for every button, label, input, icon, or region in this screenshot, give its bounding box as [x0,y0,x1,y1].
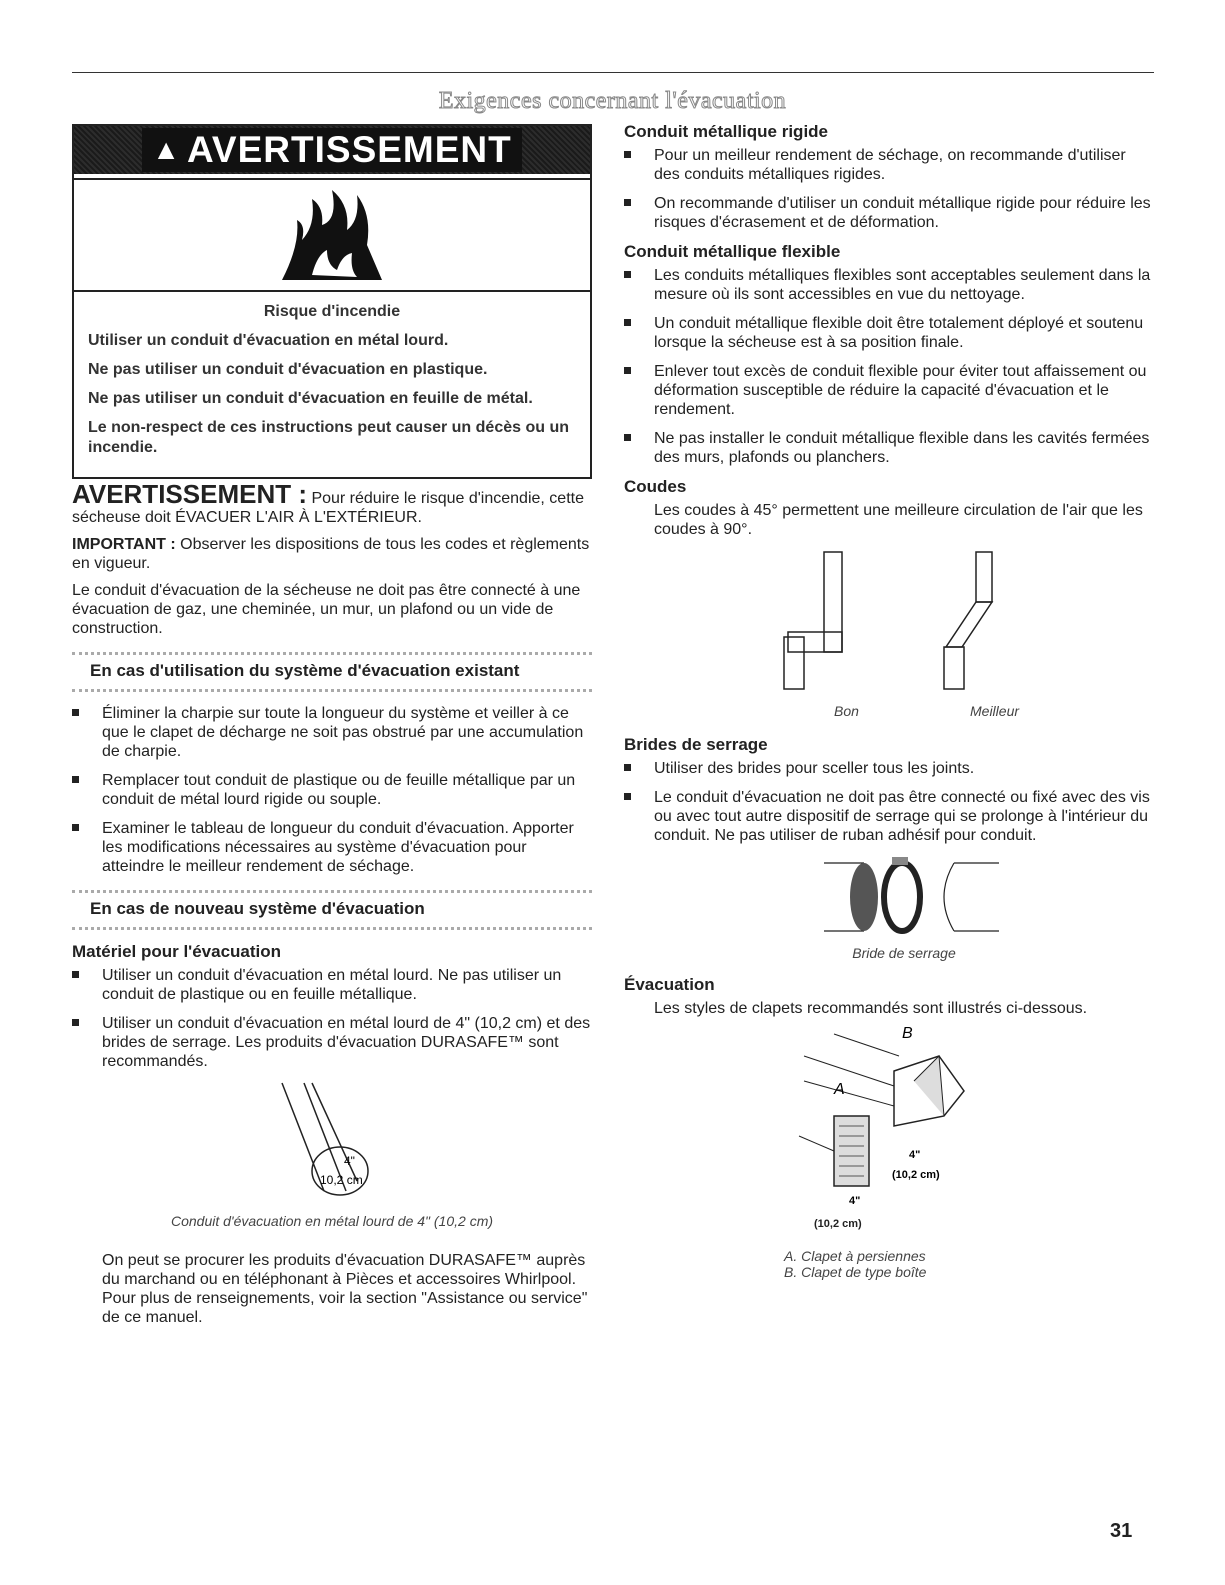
coudes-heading: Coudes [624,477,687,496]
important-label: IMPORTANT : [72,536,176,553]
list-item: Enlever tout excès de conduit flexible pour éviter tout affaissement ou déformation susceptible de réduire la capacité d'évacuation et le rendement. [624,362,1154,419]
hood-dim-louver-cm: (10,2 cm) [814,1218,862,1230]
warning-banner-text: AVERTISSEMENT [186,129,512,170]
avert-label: AVERTISSEMENT : [72,479,307,509]
hood-caption-b: B. Clapet de type boîte [784,1264,927,1280]
left-column [72,124,592,1335]
flexible-heading: Conduit métallique flexible [624,242,841,261]
hoods-illustration [794,1026,994,1216]
list-item: Les conduits métalliques flexibles sont acceptables seulement dans la mesure où ils sont accessibles en vue du nettoyage. [624,266,1154,304]
avert-paragraph [72,479,592,527]
warning-line: Utiliser un conduit d'évacuation en métal lourd. [88,332,449,349]
warning-body [74,292,590,477]
list-item: Le conduit d'évacuation ne doit pas être connecté ou fixé avec des vis ou avec tout autre dispositif de serrage qui se prolonge à l'intérieur du conduit. Ne pas utiliser de ruban adhésif pour conduit. [624,788,1154,845]
brides-list [624,759,1154,845]
duct-label-cm: 10,2 cm [320,1173,363,1187]
rigide-heading: Conduit métallique rigide [624,122,829,141]
warning-line: Ne pas utiliser un conduit d'évacuation en feuille de métal. [88,390,533,407]
elbow-45-illustration [936,547,1016,697]
materiel-heading: Matériel pour l'évacuation [72,942,282,961]
evac-heading: Évacuation [624,975,715,994]
connection-paragraph: Le conduit d'évacuation de la sécheuse ne doit pas être connecté à une évacuation de gaz, une cheminée, un mur, un plafond ou un vide de construction. [72,582,581,637]
important-text: Observer les dispositions de tous les codes et règlements en vigueur. [72,536,590,572]
evac-text: Les styles de clapets recommandés sont illustrés ci-dessous. [654,1000,1088,1017]
list-item: Un conduit métallique flexible doit être totalement déployé et soutenu lorsque la sécheuse est à sa position finale. [624,314,1154,352]
new-system-heading: En cas de nouveau système d'évacuation [72,890,592,930]
list-item: Examiner le tableau de longueur du conduit d'évacuation. Apporter les modifications nécessaires au système d'évacuation pour atteindre le meilleur rendement de séchage. [72,819,592,876]
list-item: Utiliser un conduit d'évacuation en métal lourd de 4" (10,2 cm) et des brides de serrage. Les produits d'évacuation DURASAFE™ sont recommandés. [72,1014,592,1071]
clamp-caption: Bride de serrage [852,945,956,961]
fire-icon [272,185,392,285]
warning-line: Le non-respect de ces instructions peut causer un décès ou un incendie. [88,419,569,456]
warning-banner [74,126,590,174]
existing-system-list [72,704,592,876]
list-item: Éliminer la charpie sur toute la longueur du système et veiller à ce que le clapet de décharge ne soit pas obstrué par une accumulation de charpie. [72,704,592,761]
elbows-figure [624,547,1154,727]
warning-box [72,124,592,479]
existing-system-heading: En cas d'utilisation du système d'évacuation existant [72,652,592,692]
rigide-list [624,146,1154,232]
flexible-list [624,266,1154,467]
right-column [624,122,1154,1280]
hazard-title: Risque d'incendie [263,303,401,320]
hoods-captions [784,1218,1154,1280]
warning-triangle-icon: ▲ [152,134,181,165]
elbow-meilleur-label: Meilleur [970,703,1020,719]
duct-label-inches: 4" [344,1154,355,1168]
hood-dim-box-cm: (10,2 cm) [892,1169,940,1181]
page-title: Exigences concernant l'évacuation [438,88,787,114]
hood-dim-louver-inches: 4" [849,1195,861,1207]
list-item: On recommande d'utiliser un conduit métallique rigide pour réduire les risques d'écrasement et de déformation. [624,194,1154,232]
closing-paragraph: On peut se procurer les produits d'évacuation DURASAFE™ auprès du marchand ou en téléphonant à Pièces et accessoires Whirlpool. Pour plus de renseignements, voir la section "Assistance ou service" de ce manuel. [102,1252,588,1326]
fire-band [74,178,590,292]
clamp-illustration [804,855,1004,940]
avert-text: Pour réduire le risque d'incendie, cette sécheuse doit ÉVACUER L'AIR À L'EXTÉRIEUR. [72,490,584,526]
hood-label-a: A [834,1081,845,1098]
list-item: Pour un meilleur rendement de séchage, on recommande d'utiliser des conduits métalliques rigides. [624,146,1154,184]
clamp-figure [654,855,1154,961]
elbow-90-illustration [764,547,854,697]
brides-heading: Brides de serrage [624,735,768,754]
duct-illustration [262,1081,402,1206]
duct-caption: Conduit d'évacuation en métal lourd de 4" (10,2 cm) [170,1213,494,1229]
duct-figure [72,1081,592,1229]
top-rule [72,72,1154,73]
list-item: Ne pas installer le conduit métallique flexible dans les cavités fermées des murs, plafonds ou planchers. [624,429,1154,467]
hoods-figure [794,1026,1154,1226]
materiel-list [72,966,592,1071]
list-item: Remplacer tout conduit de plastique ou de feuille métallique par un conduit de métal lourd rigide ou souple. [72,771,592,809]
elbow-bon-label: Bon [834,703,859,719]
important-paragraph [72,535,592,573]
hood-caption-a: A. Clapet à persiennes [784,1248,926,1264]
warning-line: Ne pas utiliser un conduit d'évacuation en plastique. [88,361,488,378]
hood-label-b: B [902,1026,913,1042]
list-item: Utiliser un conduit d'évacuation en métal lourd. Ne pas utiliser un conduit de plastique ou en feuille métallique. [72,966,592,1004]
hood-dim-box-inches: 4" [909,1149,921,1161]
page-number: 31 [1110,1520,1133,1542]
coudes-text: Les coudes à 45° permettent une meilleure circulation de l'air que les coudes à 90°. [654,502,1143,538]
list-item: Utiliser des brides pour sceller tous les joints. [624,759,1154,778]
